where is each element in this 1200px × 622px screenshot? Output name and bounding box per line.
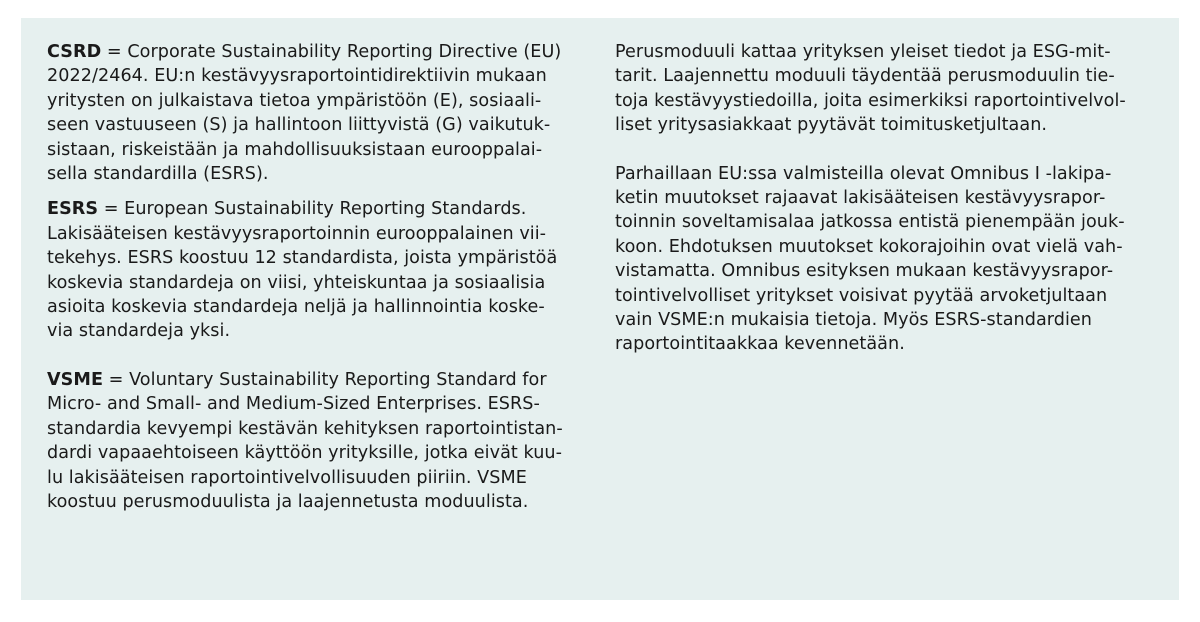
vsme-definition (47, 368, 595, 514)
text-line: liset yritysasiakkaat pyytävät toimitusketjultaan. (615, 115, 1048, 136)
esrs-first-line-rest: = European Sustainability Reporting Standards. (98, 199, 527, 220)
esrs-definition (47, 197, 595, 343)
text-line: toinnin soveltamisalaa jatkossa entistä pienempään jouk- (615, 212, 1125, 233)
modules-paragraph (615, 40, 1155, 138)
text-line: Parhaillaan EU:ssa valmisteilla olevat Omnibus I -lakipa- (615, 163, 1112, 184)
text-line: 2022/2464. EU:n kestävyysraportointidirektiivin mukaan (47, 66, 547, 87)
text-line: Lakisääteisen kestävyysraportoinnin eurooppalainen vii- (47, 223, 547, 244)
csrd-definition (47, 40, 595, 186)
right-column (615, 40, 1155, 357)
text-line: seen vastuuseen (S) ja hallintoon liittyvistä (G) vaikutuk- (47, 115, 551, 136)
text-line: koostuu perusmoduulista ja laajennetusta moduulista. (47, 491, 529, 512)
text-line: asioita koskevia standardeja neljä ja hallinnointia koske- (47, 297, 545, 318)
text-line: sella standardilla (ESRS). (47, 164, 269, 185)
text-line: yritysten on julkaistava tietoa ympäristöön (E), sosiaali- (47, 90, 542, 111)
text-line: toja kestävyystiedoilla, joita esimerkiksi raportointivelvol- (615, 90, 1126, 111)
vsme-first-line (47, 368, 595, 392)
vsme-first-line-rest: = Voluntary Sustainability Reporting Standard for (103, 369, 547, 390)
left-column (47, 40, 595, 514)
text-line: dardi vapaaehtoiseen käyttöön yrityksille, jotka eivät kuu- (47, 443, 562, 464)
text-line: vain VSME:n mukaisia tietoja. Myös ESRS-standardien (615, 310, 1092, 331)
text-line: Micro- and Small- and Medium-Sized Enterprises. ESRS- (47, 394, 540, 415)
esrs-term: ESRS (47, 199, 99, 220)
text-line: ketin muutokset rajaavat lakisääteisen kestävyysrapor- (615, 188, 1106, 209)
text-line: koskevia standardeja on viisi, yhteiskuntaa ja sosiaalisia (47, 272, 546, 293)
text-line: lu lakisääteisen raportointivelvollisuuden piiriin. VSME (47, 467, 527, 488)
text-line: vistamatta. Omnibus esityksen mukaan kestävyysrapor- (615, 261, 1114, 282)
omnibus-paragraph (615, 162, 1155, 357)
esrs-first-line (47, 197, 595, 221)
text-line: tarit. Laajennettu moduuli täydentää perusmoduulin tie- (615, 66, 1115, 87)
vsme-term: VSME (47, 369, 104, 390)
text-line: Perusmoduuli kattaa yrityksen yleiset tiedot ja ESG-mit- (615, 42, 1111, 62)
text-line: tointivelvolliset yritykset voisivat pyytää arvoketjultaan (615, 285, 1108, 306)
text-line: standardia kevyempi kestävän kehityksen raportointistan- (47, 418, 563, 439)
text-line: sistaan, riskeistään ja mahdollisuuksistaan eurooppalai- (47, 139, 543, 160)
definitions-box (21, 18, 1179, 600)
csrd-first-line-rest: = Corporate Sustainability Reporting Directive (EU) (101, 42, 562, 62)
csrd-first-line (47, 40, 595, 64)
text-line: koon. Ehdotuksen muutokset kokorajoihin ovat vielä vah- (615, 236, 1123, 257)
text-line: raportointitaakkaa kevennetään. (615, 334, 905, 355)
text-line: via standardeja yksi. (47, 321, 231, 342)
csrd-term: CSRD (47, 42, 102, 62)
text-line: tekehys. ESRS koostuu 12 standardista, joista ympäristöä (47, 248, 558, 269)
